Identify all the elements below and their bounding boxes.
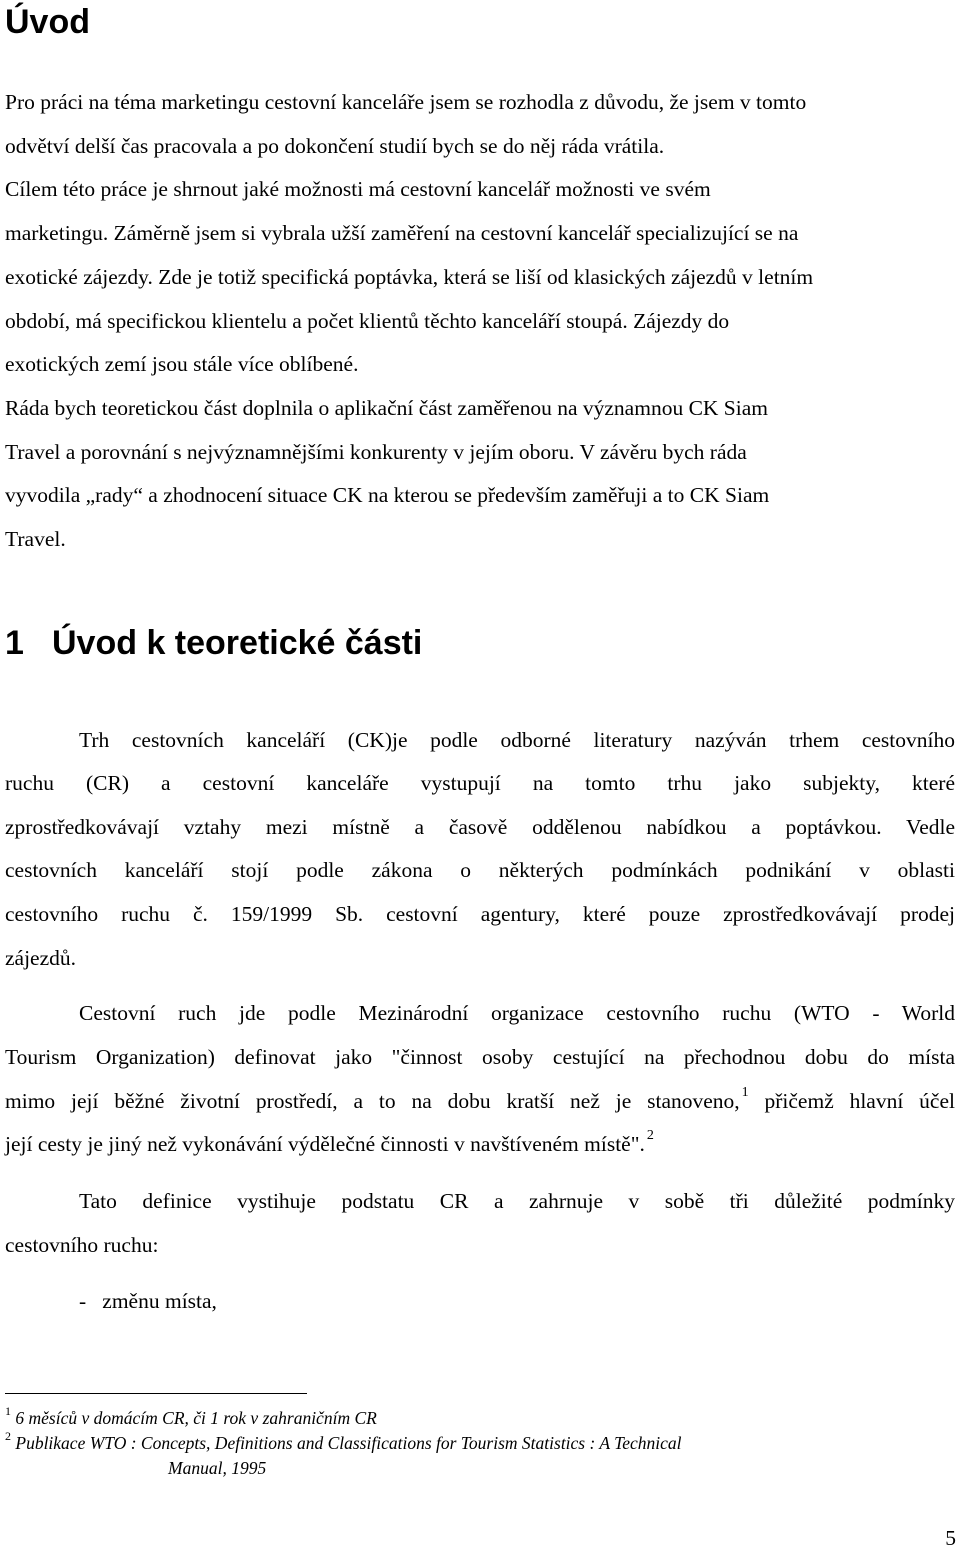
text-line: cestovního ruchu č. 159/1999 Sb. cestovní agentury, které pouze zprostředkovávají prodej [5,902,955,926]
text-line: zájezdů. [5,946,77,970]
text-line: zprostředkovávají vztahy mezi místně a časově oddělenou nabídkou a poptávkou. Vedle [5,815,955,839]
text-line [5,1129,955,1159]
text-segment: její cesty je jiný než vykonávání výdělečné činnosti v navštíveném místě". [5,1132,645,1156]
footnote-2-continuation: Manual, 1995 [168,1458,267,1478]
footnote-2 [5,1431,682,1455]
text-line: exotických zemí jsou stále více oblíbené. [5,352,359,376]
text-segment: přičemž hlavní účel [748,1089,955,1113]
footnote-1 [5,1406,377,1430]
text-line: exotické zájezdy. Zde je totiž specifická poptávka, která se liší od klasických zájezdů v letním [5,265,814,289]
footnote-ref-1[interactable]: 1 [741,1085,749,1100]
text-line [5,1086,955,1116]
chapter-title: Úvod k teoretické části [52,624,423,662]
text-line: cestovního ruchu: [5,1233,159,1257]
footnote-ref-2[interactable]: 2 [646,1128,654,1143]
text-line: odvětví delší čas pracovala a po dokončení studií bych se do něj ráda vrátila. [5,134,665,158]
text-line: Cílem této práce je shrnout jaké možnosti má cestovní kancelář možnosti ve svém [5,177,711,201]
text-line: Tato definice vystihuje podstatu CR a zahrnuje v sobě tři důležité podmínky [79,1189,955,1213]
text-line: Travel. [5,527,66,551]
text-line: období, má specifickou klientelu a počet klientů těchto kanceláří stoupá. Zájezdy do [5,309,730,333]
section-heading-intro: Úvod [5,3,90,41]
chapter-heading [5,619,422,667]
text-line: vyvodila „rady“ a zhodnocení situace CK na kterou se především zaměřuji a to CK Siam [5,483,770,507]
text-line: Trh cestovních kanceláří (CK)je podle odborné literatury nazýván trhem cestovního [79,728,955,752]
text-line: marketingu. Záměrně jsem si vybrala užší zaměření na cestovní kancelář specializující se na [5,221,799,245]
text-line: Pro práci na téma marketingu cestovní kanceláře jsem se rozhodla z důvodu, že jsem v tomto [5,90,807,114]
text-line: Ráda bych teoretickou část doplnila o aplikační část zaměřenou na významnou CK Siam [5,396,769,420]
text-line: cestovních kanceláří stojí podle zákona o některých podmínkách podnikání v oblasti [5,858,955,882]
text-segment: mimo její běžné životní prostředí, a to na dobu kratší než je stanoveno, [5,1089,740,1113]
text-line: Travel a porovnání s nejvýznamnějšími konkurenty v jejím oboru. V závěru bych ráda [5,440,747,464]
footnote-mark: 1 [5,1404,11,1418]
footnote-text: Publikace WTO : Concepts, Definitions and Classifications for Tourism Statistics : A Technical [11,1433,682,1453]
footnote-mark: 2 [5,1429,11,1443]
footnote-divider [5,1393,307,1394]
text-line: ruchu (CR) a cestovní kanceláře vystupují na tomto trhu jako subjekty, které [5,771,955,795]
page-number: 5 [945,1526,956,1550]
footnote-text: 6 měsíců v domácím CR, či 1 rok v zahraničním CR [11,1408,377,1428]
list-item: - změnu místa, [79,1289,217,1313]
text-line: Cestovní ruch jde podle Mezinárodní organizace cestovního ruchu (WTO - World [79,1001,955,1025]
text-line: Tourism Organization) definovat jako "činnost osoby cestující na přechodnou dobu do místa [5,1045,955,1069]
chapter-number: 1 [5,624,24,662]
